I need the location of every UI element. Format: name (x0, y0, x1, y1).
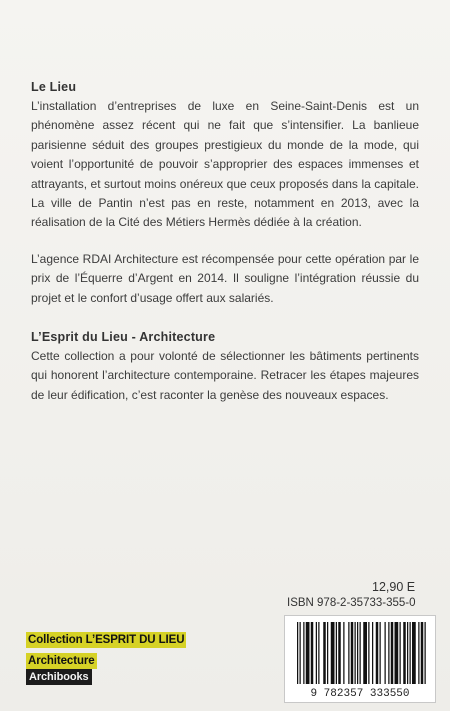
barcode-bar (403, 622, 406, 684)
barcode-bar (343, 622, 344, 684)
barcode-bar (306, 622, 310, 684)
barcode-bar (418, 622, 419, 684)
barcode-bar (303, 622, 304, 684)
paragraph: L’installation d’entreprises de luxe en Seine-Saint-Denis est un phénomène assez récent qui ne fait que s’intensifier. La banlieue parisienne séduit des groupes prestigieux du monde de la mode, qui voient l’opportunité de pouvoir s’approprier des espaces immenses et attrayants, et surtout moins onéreux que ceux proposés dans la capitale. La ville de Pantin n’est pas en reste, notamment en 2013, avec la réalisation de la Cité des Métiers Hermès dédiée à la création. (31, 99, 419, 230)
architecture-label: Architecture (28, 655, 95, 667)
barcode-bar (316, 622, 317, 684)
barcode-bar (380, 622, 381, 684)
barcode-bar (407, 622, 408, 684)
barcode (284, 615, 436, 703)
barcode-bar (357, 622, 358, 684)
barcode-bar (323, 622, 326, 684)
barcode-bar (318, 622, 319, 684)
barcode-bar (395, 622, 399, 684)
barcode-bar (355, 622, 356, 684)
barcode-bar (297, 622, 298, 684)
paragraph: Cette collection a pour volonté de sélectionner les bâtiments pertinents qui honorent l’architecture contemporaine. Retracer les étapes majeures de leur édification, c’est raconter la genèse des nouveaux espaces. (31, 349, 419, 402)
barcode-bar (338, 622, 341, 684)
barcode-bar (336, 622, 337, 684)
barcode-bar (388, 622, 389, 684)
barcode-bar (327, 622, 328, 684)
barcode-bar (300, 622, 301, 684)
isbn: ISBN 978-2-35733-355-0 (287, 597, 416, 609)
collection-label: Collection L’ESPRIT DU LIEU (28, 634, 185, 646)
barcode-bar (410, 622, 411, 684)
barcode-bar (363, 622, 367, 684)
barcode-bar (360, 622, 361, 684)
barcode-bar (348, 622, 349, 684)
barcode-bar (391, 622, 394, 684)
barcode-bars (285, 616, 435, 702)
barcode-bar (385, 622, 386, 684)
barcode-bar (400, 622, 401, 684)
barcode-bar (425, 622, 426, 684)
barcode-bar (351, 622, 354, 684)
price: 12,90 E (372, 580, 416, 594)
barcode-bar (376, 622, 379, 684)
publisher-label: Archibooks (26, 669, 92, 685)
barcode-bar (311, 622, 314, 684)
section-title-esprit-du-lieu: L’Esprit du Lieu - Architecture (31, 330, 216, 345)
barcode-bar (421, 622, 424, 684)
barcode-bar (412, 622, 416, 684)
barcode-digits: 9 782357 333550 (310, 688, 410, 700)
section-title-le-lieu: Le Lieu (31, 80, 77, 94)
paragraph: L’agence RDAI Architecture est récompensée pour cette opération par le prix de l’Équerre d’Argent en 2014. Il souligne l’intégration réussie du projet et le confort d’usage offert aux salariés. (31, 251, 419, 305)
barcode-bar (368, 622, 369, 684)
main-text (31, 77, 419, 405)
barcode-bar (331, 622, 335, 684)
barcode-bar (372, 622, 373, 684)
